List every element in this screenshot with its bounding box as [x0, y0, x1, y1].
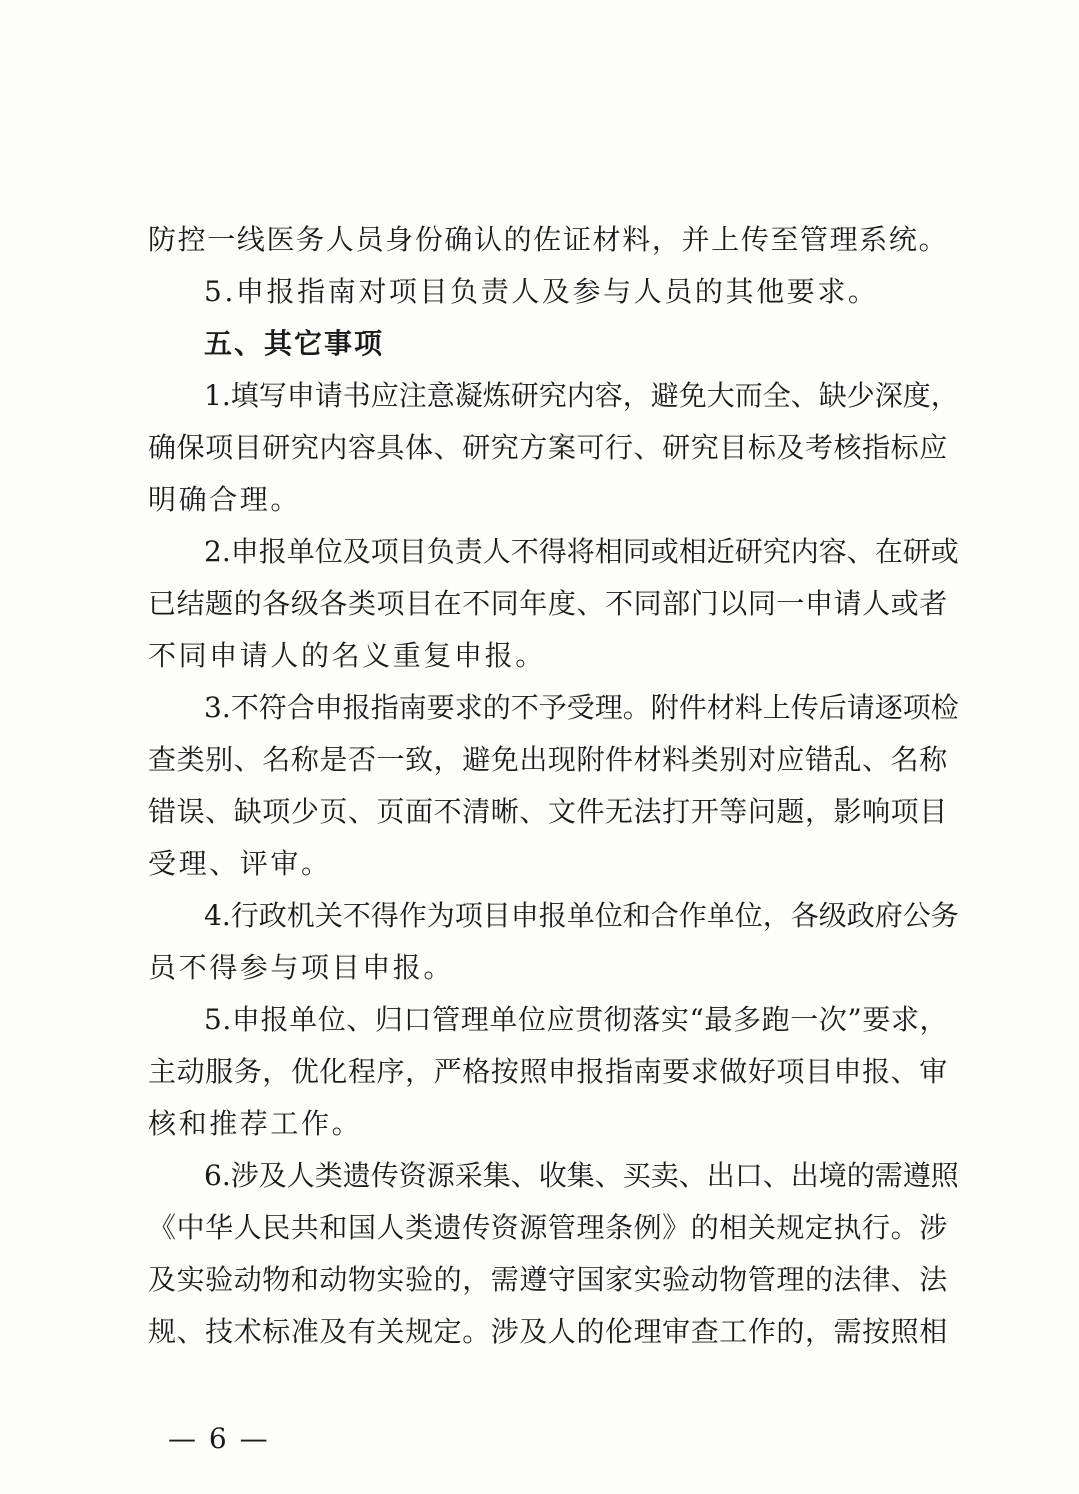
- text-line: 规、技术标准及有关规定。涉及人的伦理审查工作的，需按照相: [148, 1315, 948, 1348]
- text-line: 核和推荐工作。: [148, 1107, 363, 1140]
- text-line: 3.不符合申报指南要求的不予受理。附件材料上传后请逐项检: [204, 691, 959, 724]
- text-line: 受理、评审。: [148, 847, 332, 880]
- text-line: 已结题的各级各类项目在不同年度、不同部门以同一申请人或者: [148, 587, 948, 620]
- section-heading: 五、其它事项: [204, 327, 385, 360]
- text-line: 错误、缺项少页、页面不清晰、文件无法打开等问题，影响项目: [148, 795, 948, 828]
- document-body: [148, 214, 959, 1358]
- text-line: 5.申报单位、归口管理单位应贯彻落实“最多跑一次”要求，: [204, 1003, 949, 1036]
- text-line: 确保项目研究内容具体、研究方案可行、研究目标及考核指标应: [148, 431, 948, 464]
- text-line: 6.涉及人类遗传资源采集、收集、买卖、出口、出境的需遵照: [204, 1159, 959, 1192]
- text-line: 《中华人民共和国人类遗传资源管理条例》的相关规定执行。涉: [148, 1211, 948, 1244]
- text-line: 1.填写申请书应注意凝炼研究内容，避免大而全、缺少深度，: [204, 379, 959, 412]
- page-number: — 6 —: [168, 1422, 270, 1455]
- text-line: 主动服务，优化程序，严格按照申报指南要求做好项目申报、审: [148, 1055, 948, 1088]
- text-line: 明确合理。: [148, 483, 302, 516]
- text-line: 查类别、名称是否一致，避免出现附件材料类别对应错乱、名称: [148, 743, 948, 776]
- text-line: 4.行政机关不得作为项目申报单位和合作单位，各级政府公务: [204, 899, 959, 932]
- text-line: 员不得参与项目申报。: [148, 951, 455, 984]
- text-line: 防控一线医务人员身份确认的佐证材料，并上传至管理系统。: [148, 223, 949, 256]
- text-line: 不同申请人的名义重复申报。: [148, 639, 546, 672]
- text-line: 5.申报指南对项目负责人及参与人员的其他要求。: [204, 275, 879, 308]
- text-line: 及实验动物和动物实验的，需遵守国家实验动物管理的法律、法: [148, 1263, 948, 1296]
- text-line: 2.申报单位及项目负责人不得将相同或相近研究内容、在研或: [204, 535, 959, 568]
